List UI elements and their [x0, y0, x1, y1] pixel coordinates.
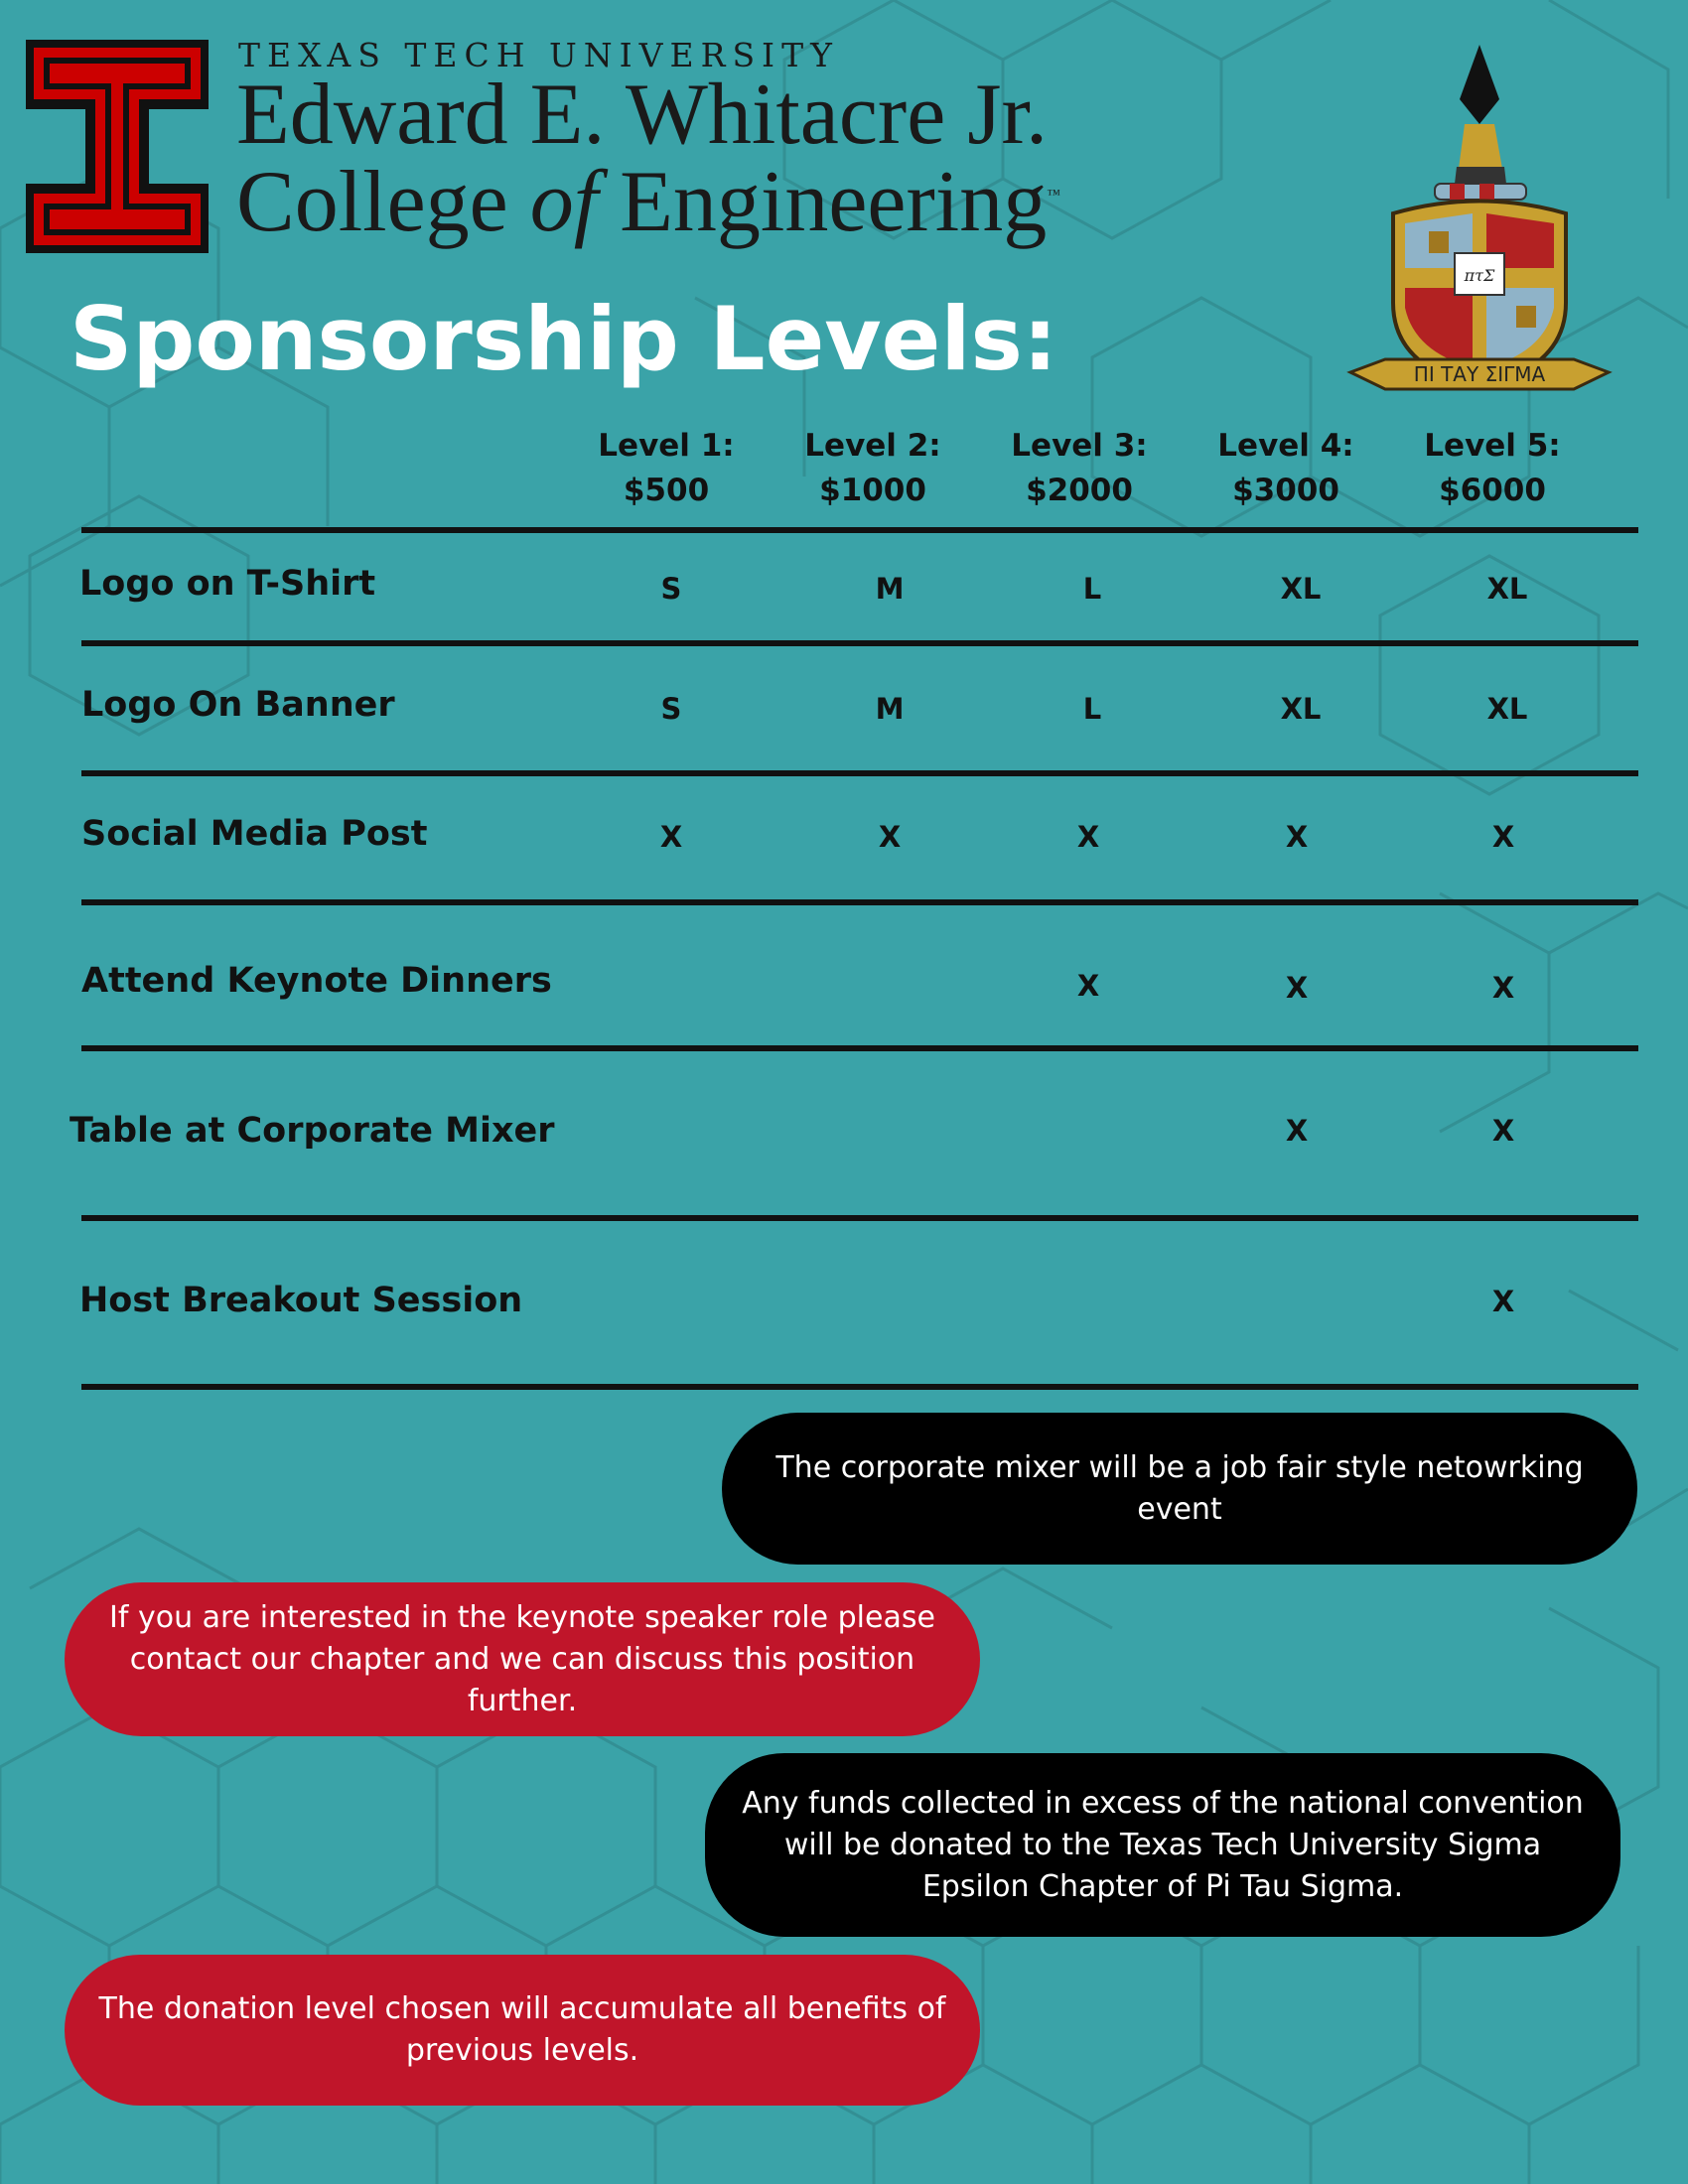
table-cell: X [1076, 969, 1100, 1003]
table-rule [81, 899, 1638, 905]
level-name: Level 5: [1424, 428, 1561, 464]
college-name-line1: Edward E. Whitacre Jr. [236, 67, 1048, 163]
table-rule [81, 527, 1638, 533]
table-cell: XL [1280, 692, 1322, 726]
page-title: Sponsorship Levels: [70, 288, 1058, 390]
level-name: Level 4: [1217, 428, 1354, 464]
table-cell: L [1082, 692, 1102, 726]
level-price: $500 [623, 473, 710, 508]
crest-motto: ΠΙ ΤΑΥ ΣΙΓΜΑ [1413, 362, 1546, 386]
table-cell: X [1491, 1285, 1515, 1318]
table-cell: X [1491, 971, 1515, 1005]
pi-tau-sigma-crest [1345, 40, 1614, 412]
table-rule [81, 1384, 1638, 1390]
row-label-host-breakout-session: Host Breakout Session [79, 1281, 523, 1320]
college-name-line2 [236, 154, 1060, 250]
level-price: $6000 [1439, 473, 1546, 508]
level-header-2 [774, 424, 972, 513]
level-price: $1000 [819, 473, 926, 508]
table-cell: X [1285, 1114, 1309, 1148]
level-name: Level 1: [598, 428, 735, 464]
college-word-engineering: Engineering [620, 154, 1048, 250]
row-label-social-media-post: Social Media Post [81, 814, 428, 854]
level-header-4 [1187, 424, 1385, 513]
table-cell: S [660, 572, 682, 606]
table-cell: L [1082, 572, 1102, 606]
table-cell: X [1285, 820, 1309, 854]
table-cell: X [878, 820, 902, 854]
level-price: $2000 [1026, 473, 1133, 508]
note-excess-funds: Any funds collected in excess of the national convention will be donated to the Texas Tech University Sigma Epsilon Chapter of Pi Tau Sigma. [705, 1753, 1620, 1937]
table-rule [81, 640, 1638, 646]
table-cell: X [1491, 820, 1515, 854]
note-donation-level: The donation level chosen will accumulate all benefits of previous levels. [65, 1955, 980, 2106]
row-label-table-at-corporate-mixer: Table at Corporate Mixer [70, 1111, 555, 1151]
texas-tech-double-t-logo [26, 40, 209, 253]
row-label-logo-on-banner: Logo On Banner [81, 685, 395, 725]
college-word: College [236, 154, 508, 250]
table-cell: XL [1486, 692, 1528, 726]
table-cell: M [875, 572, 905, 606]
svg-text:πτΣ: πτΣ [1464, 266, 1495, 285]
table-cell: S [660, 692, 682, 726]
trademark-symbol: ™ [1047, 188, 1060, 203]
table-cell: X [1076, 820, 1100, 854]
row-label-logo-on-t-shirt: Logo on T-Shirt [79, 564, 376, 604]
level-header-1 [567, 424, 766, 513]
university-name: TEXAS TECH UNIVERSITY [238, 36, 839, 74]
college-word-of: of [529, 154, 599, 250]
note-corporate-mixer: The corporate mixer will be a job fair style netowrking event [722, 1413, 1637, 1565]
row-label-attend-keynote-dinners: Attend Keynote Dinners [81, 961, 552, 1001]
table-rule [81, 1215, 1638, 1221]
table-cell: X [659, 820, 683, 854]
table-cell: XL [1486, 572, 1528, 606]
level-header-5 [1393, 424, 1592, 513]
table-cell: X [1285, 971, 1309, 1005]
table-cell: M [875, 692, 905, 726]
level-name: Level 2: [804, 428, 941, 464]
level-header-3 [980, 424, 1179, 513]
table-rule [81, 1045, 1638, 1051]
level-name: Level 3: [1011, 428, 1148, 464]
table-cell: XL [1280, 572, 1322, 606]
table-cell: X [1491, 1114, 1515, 1148]
table-rule [81, 770, 1638, 776]
note-keynote-speaker: If you are interested in the keynote speaker role please contact our chapter and we can discuss this position further. [65, 1582, 980, 1736]
level-price: $3000 [1232, 473, 1339, 508]
